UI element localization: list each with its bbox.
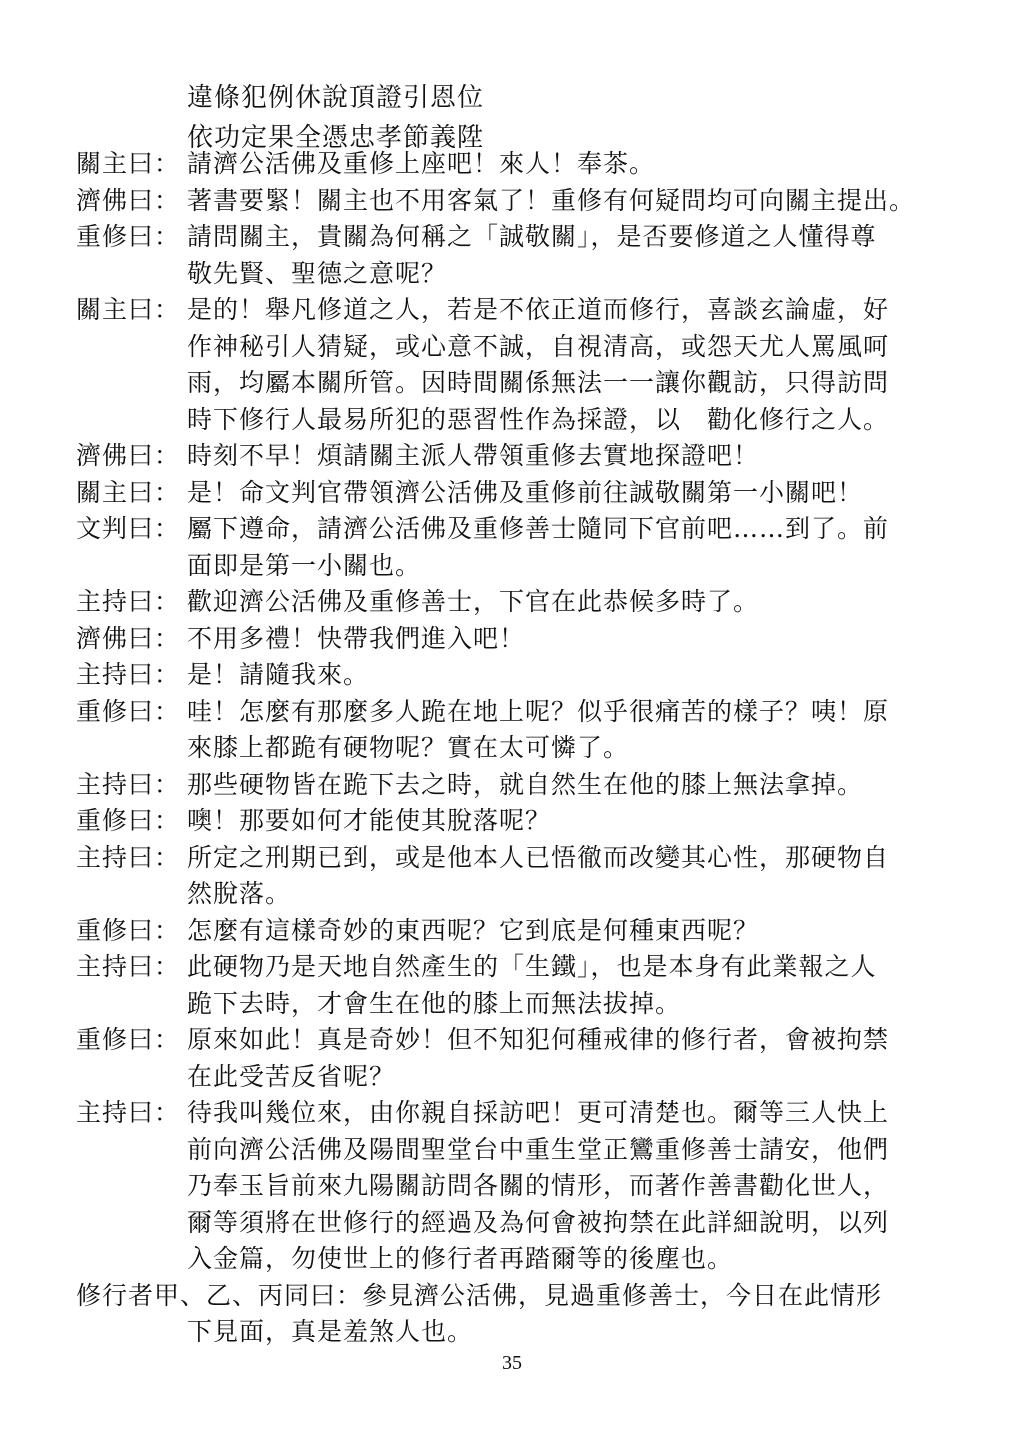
verse-line: 違條犯例休說頂證引恩位 (187, 83, 485, 113)
dialogue-entry (76, 803, 956, 840)
speaker-label: 重修曰： (76, 1025, 181, 1054)
speech-line: 請濟公活佛及重修上座吧！來人！奉茶。 (187, 149, 656, 178)
dialogue-entry (76, 146, 956, 183)
dialogue-entry (76, 183, 956, 220)
speech-line: 作神秘引人猜疑，或心意不誠，自視清高，或怨天尤人罵風呵 (187, 331, 890, 361)
speech-line: 著書要緊！關主也不用客氣了！重修有何疑問均可向關主提出。 (187, 185, 916, 215)
speaker-label: 主持曰： (76, 769, 181, 799)
speech-line: 跪下去時，才會生在他的膝上而無法拔掉。 (187, 988, 682, 1018)
speaker-label: 主持曰： (76, 842, 181, 872)
speech-line: 待我叫幾位來，由你親自採訪吧！更可清楚也。爾等三人快上 (187, 1098, 890, 1127)
dialogue-entry (76, 1095, 956, 1278)
speech-text (187, 146, 956, 183)
dialogue-entry (76, 949, 956, 1022)
speaker-label: 重修曰： (76, 696, 181, 726)
speaker-label: 濟佛曰： (76, 185, 181, 215)
speech-text (187, 949, 956, 1022)
speech-text (187, 292, 956, 438)
speech-text (187, 219, 956, 292)
speech-text (187, 438, 956, 475)
speaker-label: 濟佛曰： (76, 441, 181, 470)
speaker-label: 關主曰： (76, 295, 181, 324)
speech-text (187, 1022, 956, 1095)
page-number: 35 (502, 1352, 522, 1374)
speech-text (187, 584, 956, 621)
speech-line: 此硬物乃是天地自然產生的「生鐵」，也是本身有此業報之人 (187, 952, 877, 981)
speech-text (187, 657, 956, 694)
speech-line: 敬先賢、聖德之意呢？ (187, 258, 448, 288)
speaker-label: 主持曰： (76, 660, 181, 689)
speaker-label: 關主曰： (76, 149, 181, 178)
speech-line: 雨，均屬本關所管。因時間關係無法一一讓你觀訪，只得訪問 (187, 368, 890, 397)
speech-line: 是！請隨我來。 (187, 660, 370, 689)
dialogue-entry (76, 1022, 956, 1095)
speech-text (187, 511, 956, 584)
dialogue-entry (76, 438, 956, 475)
speaker-label: 重修曰： (76, 806, 181, 835)
speech-line: 請問關主，貴關為何稱之「誠敬關」，是否要修道之人懂得尊 (187, 222, 877, 251)
speech-line: 入金篇，勿使世上的修行者再踏爾等的後塵也。 (187, 1244, 734, 1273)
speech-text (187, 694, 956, 767)
dialogue-entry (76, 511, 956, 584)
speech-line: 時刻不早！煩請關主派人帶領重修去實地探證吧！ (187, 441, 760, 470)
dialogue-block (76, 146, 956, 1351)
speech-line: 然脫落。 (187, 879, 292, 908)
speech-line: 是！命文判官帶領濟公活佛及重修前往誠敬關第一小關吧！ (187, 477, 864, 507)
speech-text (187, 475, 956, 512)
speech-line: 前向濟公活佛及陽間聖堂台中重生堂正鸞重修善士請安，他們 (187, 1134, 890, 1164)
speech-line: 是的！舉凡修道之人，若是不依正道而修行，喜談玄論虛，好 (187, 295, 890, 324)
dialogue-entry (76, 292, 956, 438)
dialogue-entry (76, 621, 956, 658)
speech-text (187, 767, 956, 804)
speech-text (187, 803, 956, 840)
speech-line: 爾等須將在世修行的經過及為何會被拘禁在此詳細說明，以列 (187, 1207, 890, 1237)
speech-text (187, 1095, 956, 1278)
speech-line: 哇！怎麼有那麼多人跪在地上呢？似乎很痛苦的樣子？咦！原 (187, 696, 890, 726)
speech-text (187, 621, 956, 658)
speaker-label: 重修曰： (76, 222, 181, 251)
speech-text (187, 840, 956, 913)
dialogue-entry (76, 219, 956, 292)
speaker-label: 主持曰： (76, 952, 181, 981)
speech-line: 噢！那要如何才能使其脫落呢？ (187, 806, 552, 835)
speech-line: 時下修行人最易所犯的惡習性作為採證，以 勸化修行之人。 (187, 404, 890, 434)
speaker-label: 主持曰： (76, 587, 181, 616)
speaker-label: 文判曰： (76, 514, 181, 543)
dialogue-entry-final (76, 1278, 956, 1351)
verse-line: 依功定果全憑忠孝節義陞 (187, 123, 485, 153)
speaker-label: 重修曰： (76, 915, 181, 945)
speech-line: 在此受苦反省呢？ (187, 1061, 396, 1091)
speech-line: 歡迎濟公活佛及重修善士，下官在此恭候多時了。 (187, 587, 760, 616)
speaker-label: 修行者甲、乙、丙同曰： (76, 1280, 363, 1310)
speaker-label: 關主曰： (76, 477, 181, 507)
speech-line: 怎麼有這樣奇妙的東西呢？它到底是何種東西呢？ (187, 915, 760, 945)
speech-line: 所定之刑期已到，或是他本人已悟徹而改變其心性，那硬物自 (187, 842, 890, 872)
dialogue-entry (76, 913, 956, 950)
speaker-label: 濟佛曰： (76, 623, 181, 653)
dialogue-entry (76, 840, 956, 913)
speech-line: 來膝上都跪有硬物呢？實在太可憐了。 (187, 733, 630, 762)
speech-line (76, 1278, 956, 1315)
speech-line: 那些硬物皆在跪下去之時，就自然生在他的膝上無法拿掉。 (187, 769, 864, 799)
dialogue-entry (76, 475, 956, 512)
speech-text (187, 183, 956, 220)
speech-line: 原來如此！真是奇妙！但不知犯何種戒律的修行者，會被拘禁 (187, 1025, 890, 1054)
dialogue-entry (76, 767, 956, 804)
speech-line: 乃奉玉旨前來九陽關訪問各關的情形，而著作善書勸化世人， (187, 1171, 890, 1200)
speech-text (187, 913, 956, 950)
speech-line: 面即是第一小關也。 (187, 550, 422, 580)
dialogue-entry (76, 584, 956, 621)
dialogue-entry (76, 694, 956, 767)
speech-line: 屬下遵命，請濟公活佛及重修善士隨同下官前吧……到了。前 (187, 514, 890, 543)
dialogue-entry (76, 657, 956, 694)
speaker-label: 主持曰： (76, 1098, 181, 1127)
speech-line: 下見面，真是羞煞人也。 (187, 1317, 474, 1346)
speech-text: 參見濟公活佛，見過重修善士，今日在此情形 (362, 1280, 883, 1310)
speech-line: 不用多禮！快帶我們進入吧！ (187, 623, 526, 653)
